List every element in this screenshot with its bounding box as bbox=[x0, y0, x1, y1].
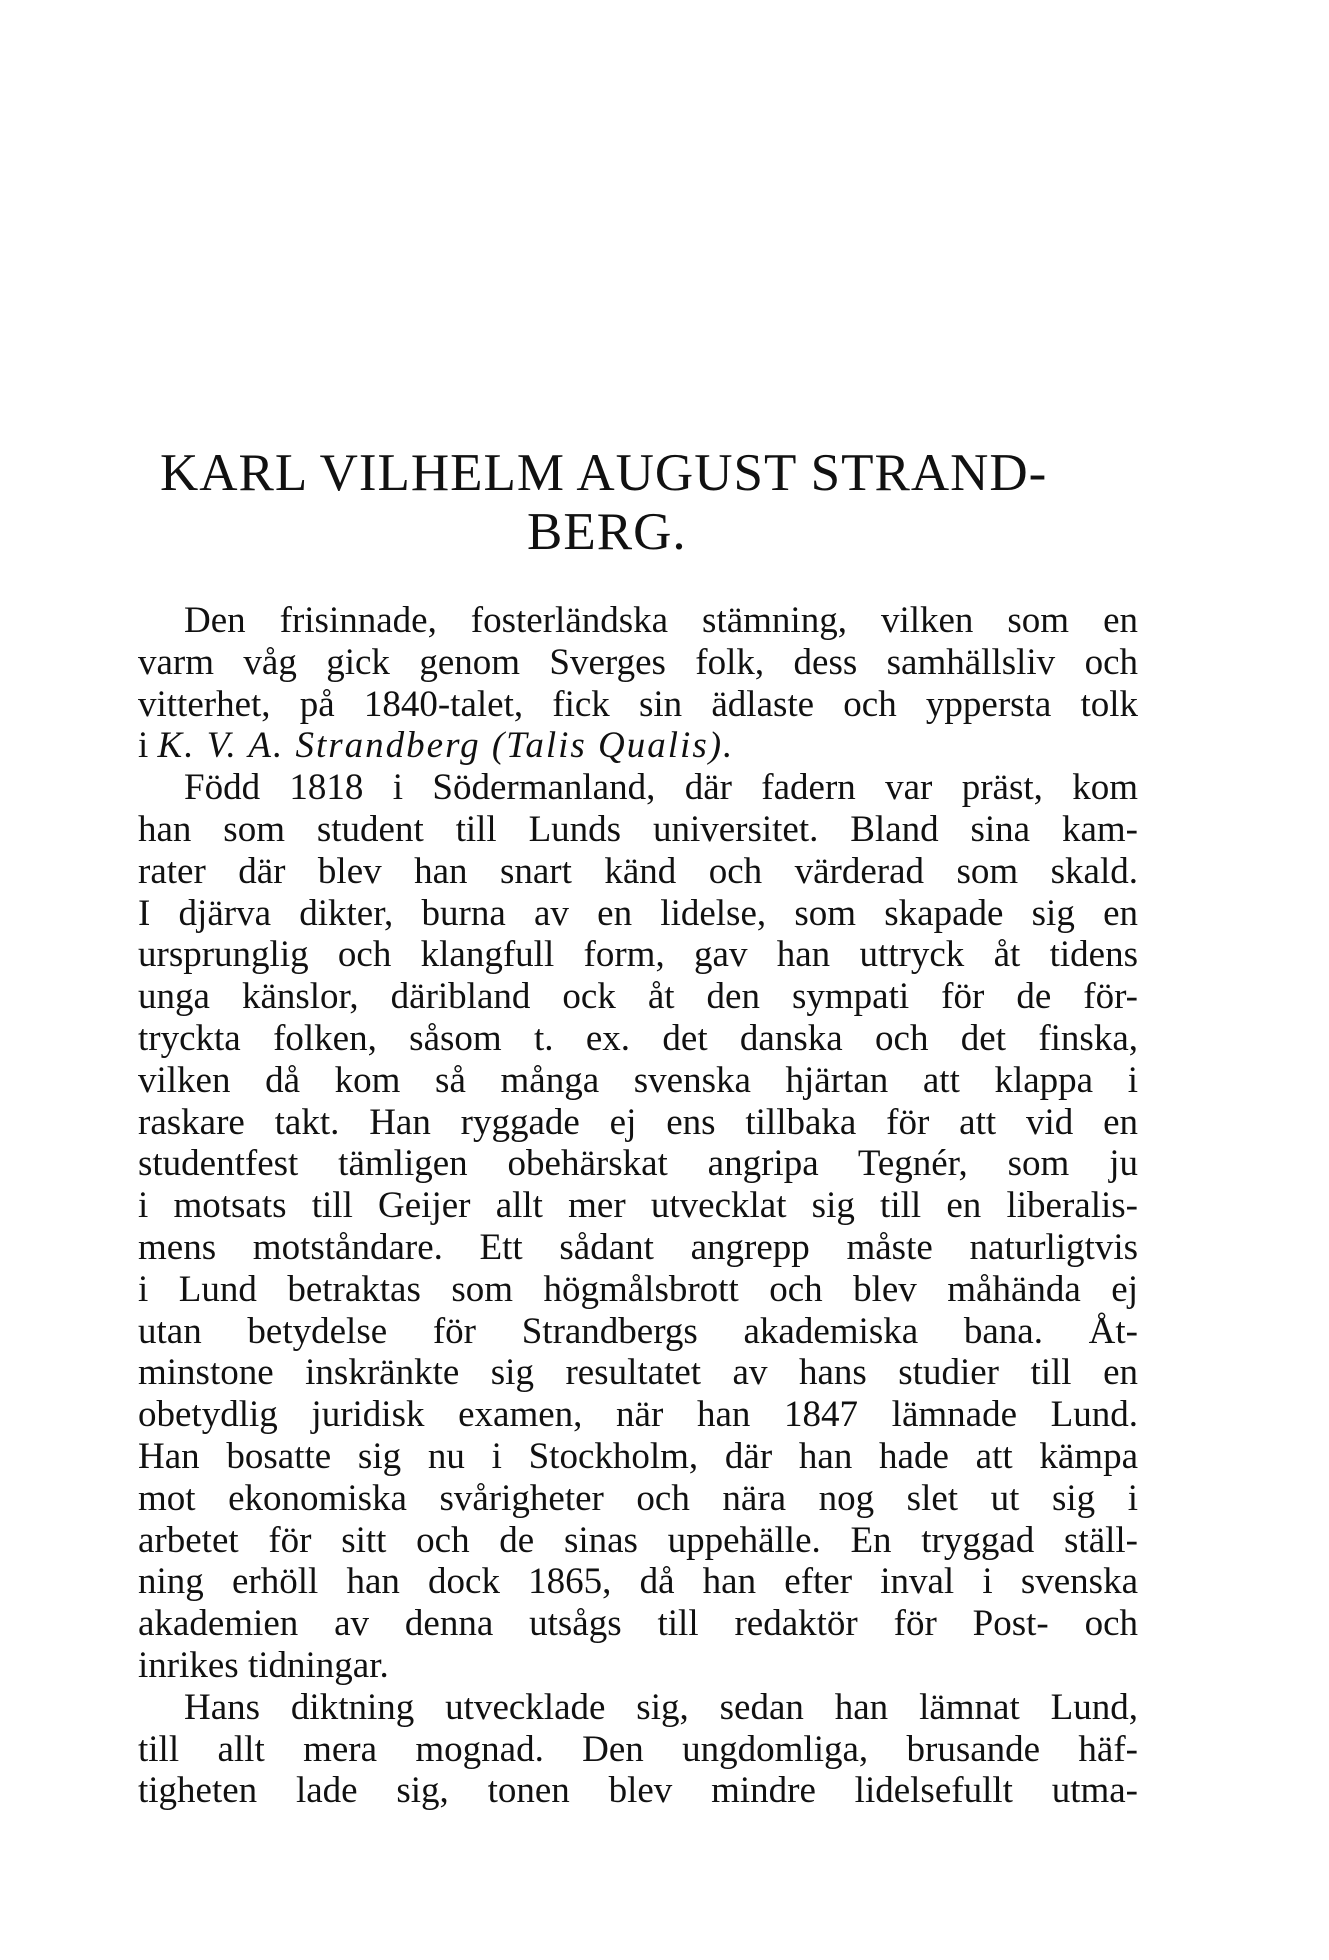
author-name-italic: K. V. A. Strandberg (Talis Qualis). bbox=[157, 725, 735, 767]
text-line: vilken då kom så många svenska hjärtan att klappa i bbox=[138, 1059, 1138, 1101]
text-line: varm våg gick genom Sverges folk, dess samhällsliv och bbox=[138, 641, 1138, 683]
text-line: arbetet för sitt och de sinas uppehälle. En tryggad ställ- bbox=[138, 1519, 1138, 1561]
text-line: mot ekonomiska svårigheter och nära nog slet ut sig i bbox=[138, 1477, 1138, 1519]
text-line: tryckta folken, såsom t. ex. det danska och det finska, bbox=[138, 1017, 1138, 1059]
text-line: obetydlig juridisk examen, när han 1847 lämnade Lund. bbox=[138, 1394, 1138, 1436]
text-line: han som student till Lunds universitet. Bland sina kam- bbox=[138, 808, 1138, 850]
text-line: i Lund betraktas som högmålsbrott och blev måhända ej bbox=[138, 1268, 1138, 1310]
text-line: ursprunglig och klangfull form, gav han uttryck åt tidens bbox=[138, 934, 1138, 976]
text-line: mens motståndare. Ett sådant angrepp måste naturligtvis bbox=[138, 1226, 1138, 1268]
text-line: unga känslor, däribland ock åt den sympati för de för- bbox=[138, 976, 1138, 1018]
text-line: Han bosatte sig nu i Stockholm, där han hade att kämpa bbox=[138, 1435, 1138, 1477]
text-line: ning erhöll han dock 1865, då han efter inval i svenska bbox=[138, 1561, 1138, 1603]
text-line: Hans diktning utvecklade sig, sedan han lämnat Lund, bbox=[184, 1686, 1138, 1728]
text-line: minstone inskränkte sig resultatet av hans studier till en bbox=[138, 1352, 1138, 1394]
text-line: akademien av denna utsågs till redaktör för Post- och bbox=[138, 1603, 1138, 1645]
chapter-heading-line-2: BERG. bbox=[527, 503, 687, 561]
text-line: inrikes tidningar. bbox=[138, 1644, 389, 1686]
text-line: tigheten lade sig, tonen blev mindre lidelsefullt utma- bbox=[138, 1770, 1138, 1812]
chapter-heading-line-1: KARL VILHELM AUGUST STRAND- bbox=[160, 444, 1048, 502]
text-line: utan betydelse för Strandbergs akademiska bana. Åt- bbox=[138, 1310, 1138, 1352]
text-line: vitterhet, på 1840-talet, fick sin ädlaste och yppersta tolk bbox=[138, 683, 1138, 725]
text-line: I djärva dikter, burna av en lidelse, som skapade sig en bbox=[138, 892, 1138, 934]
text-line: studentfest tämligen obehärskat angripa Tegnér, som ju bbox=[138, 1143, 1138, 1185]
body-text bbox=[138, 600, 1138, 1812]
text-line: till allt mera mognad. Den ungdomliga, brusande häf- bbox=[138, 1728, 1138, 1770]
text-span: i bbox=[138, 725, 158, 767]
text-line: Den frisinnade, fosterländska stämning, vilken som en bbox=[184, 600, 1138, 641]
text-line: raskare takt. Han ryggade ej ens tillbaka för att vid en bbox=[138, 1101, 1138, 1143]
text-line: Född 1818 i Södermanland, där fadern var präst, kom bbox=[184, 767, 1138, 809]
text-line: rater där blev han snart känd och värderad som skald. bbox=[138, 850, 1138, 892]
text-line: i motsats till Geijer allt mer utvecklat sig till en liberalis- bbox=[138, 1185, 1138, 1227]
text-line bbox=[138, 725, 1138, 767]
